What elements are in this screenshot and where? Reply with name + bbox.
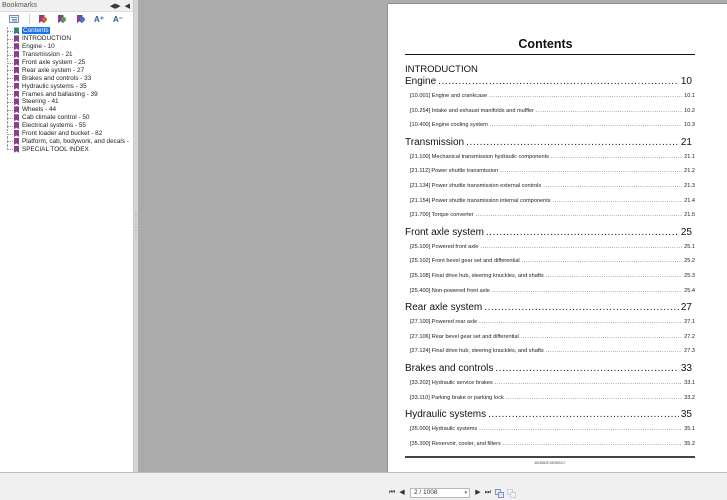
bookmark-item[interactable]: Wheels - 44 [0, 106, 133, 114]
bookmark-item[interactable]: Front loader and bucket - 82 [0, 130, 133, 138]
bookmarks-panel [0, 0, 134, 484]
bookmark-icon [14, 51, 19, 58]
last-page-button[interactable]: ⏭ [484, 489, 492, 496]
toc-entry[interactable]: [21.112] Power shuttle transmission ..... 21.2 [405, 168, 695, 183]
document-viewer[interactable] [138, 0, 727, 472]
font-increase-icon[interactable]: A⁺ [94, 14, 104, 24]
toc-entry[interactable]: [25.108] Final drive hub, steering knuckles, and shafts ..... 25.3 [405, 273, 695, 288]
chevron-down-icon[interactable]: ▾ [464, 490, 467, 496]
toc-entry[interactable]: [25.102] Front bevel gear set and differential ..... 25.2 [405, 258, 695, 273]
toc-entry[interactable]: [33.110] Parking brake or parking lock ..... 33.2 [405, 395, 695, 410]
next-page-button[interactable]: ▶ [475, 489, 481, 496]
bookmark-icon [14, 43, 19, 50]
bookmark-item[interactable]: Electrical systems - 55 [0, 122, 133, 130]
splitter-grip-icon[interactable] [135, 212, 137, 236]
bookmark-icon [14, 138, 19, 145]
toc-section[interactable]: Brakes and controls ..... 33 [405, 363, 695, 380]
toc-entry[interactable]: [10.254] Intake and exhaust manifolds and muffler ..... 10.2 [405, 108, 695, 123]
bookmark-tree [0, 27, 133, 468]
title-divider [405, 54, 695, 55]
toc-entry[interactable]: [25.100] Powered front axle ..... 25.1 [405, 244, 695, 259]
pin-panel-icon[interactable]: ◀▶ [109, 2, 121, 10]
bookmark-item[interactable]: Transmission - 21 [0, 51, 133, 59]
previous-view-icon[interactable] [495, 489, 505, 498]
font-decrease-icon[interactable]: A⁻ [113, 14, 123, 24]
bookmark-icon [14, 75, 19, 82]
bookmark-icon [14, 83, 19, 90]
bookmark-item[interactable]: Front axle system - 25 [0, 59, 133, 67]
toc-entry[interactable]: [27.100] Powered rear axle ..... 27.1 [405, 319, 695, 334]
bookmark-item[interactable]: SPECIAL TOOL INDEX [0, 145, 133, 153]
bookmark-icon [14, 146, 19, 153]
bookmark-item[interactable]: Cab climate control - 50 [0, 114, 133, 122]
toolbar-divider [29, 14, 30, 24]
toc-entry[interactable]: [21.134] Power shuttle transmission external controls ..... 21.3 [405, 183, 695, 198]
toc-entry[interactable]: [35.000] Hydraulic systems ..... 35.1 [405, 426, 695, 441]
bookmarks-toolbar [0, 12, 133, 26]
bookmark-icon [14, 67, 19, 74]
toc-section[interactable]: Rear axle system ..... 27 [405, 302, 695, 319]
page-footer: 48185549 28/09/2017 [534, 461, 566, 465]
bookmark-icon [14, 59, 19, 66]
bookmark-icon [14, 27, 19, 34]
bookmark-item[interactable]: Frames and ballasting - 39 [0, 90, 133, 98]
document-page [388, 4, 727, 472]
bookmark-item[interactable]: Rear axle system - 27 [0, 66, 133, 74]
bookmark-delete-icon[interactable] [34, 13, 50, 25]
bookmark-search-icon[interactable] [72, 13, 88, 25]
bookmark-item[interactable]: Brakes and controls - 33 [0, 74, 133, 82]
bookmark-add-icon[interactable] [53, 13, 69, 25]
toc-entry[interactable]: [35.300] Reservoir, cooler, and filters ..... 35.2 [405, 441, 695, 456]
toc-entry[interactable]: [10.400] Engine cooling system ..... 10.3 [405, 122, 695, 137]
bookmark-item[interactable]: Hydraulic systems - 35 [0, 82, 133, 90]
footer-divider [405, 456, 695, 458]
first-page-button[interactable]: ⏮ [388, 489, 396, 496]
toc-entry[interactable]: [33.202] Hydraulic service brakes ..... 33.1 [405, 380, 695, 395]
toc-entry[interactable]: [27.124] Final drive hub, steering knuckles, and shafts ..... 27.3 [405, 348, 695, 363]
toc-section[interactable]: Engine ..... 10 [405, 76, 695, 93]
toc-entry[interactable]: [27.106] Rear bevel gear set and differential ..... 27.2 [405, 334, 695, 349]
toc-section[interactable]: Hydraulic systems ..... 35 [405, 409, 695, 426]
bookmark-icon [14, 122, 19, 129]
bookmark-item[interactable]: Steering - 41 [0, 98, 133, 106]
bookmark-icon [14, 98, 19, 105]
toc-entry[interactable]: [21.100] Mechanical transmission hydraulic components ..... 21.1 [405, 154, 695, 169]
page-number-value: 2 / 1008 [414, 489, 438, 496]
page-title: Contents [518, 37, 573, 51]
bookmark-item[interactable]: Engine - 10 [0, 43, 133, 51]
toc-entry[interactable]: [10.001] Engine and crankcase ..... 10.1 [405, 93, 695, 108]
previous-page-button[interactable]: ◀ [399, 489, 405, 496]
bookmark-icon [14, 91, 19, 98]
bookmark-item[interactable]: Contents [0, 27, 133, 35]
next-view-icon[interactable] [507, 489, 517, 498]
table-of-contents [405, 76, 695, 455]
bookmark-icon [14, 114, 19, 121]
bookmark-icon [14, 106, 19, 113]
collapse-panel-icon[interactable]: ◀ [124, 2, 130, 10]
toc-section[interactable]: Transmission ..... 21 [405, 137, 695, 154]
toc-introduction[interactable]: INTRODUCTION [405, 64, 478, 75]
toc-entry[interactable]: [21.154] Power shuttle transmission internal components ..... 21.4 [405, 198, 695, 213]
bookmarks-panel-title: Bookmarks [2, 2, 38, 9]
expand-all-icon[interactable] [6, 13, 22, 25]
toc-section[interactable]: Front axle system ..... 25 [405, 227, 695, 244]
toc-entry[interactable]: [25.400] Non-powered front axle ..... 25.4 [405, 288, 695, 303]
bookmarks-panel-header [0, 0, 133, 12]
page-number-input[interactable] [410, 488, 470, 498]
bookmark-icon [14, 130, 19, 137]
page-navigation-bar [0, 473, 727, 500]
bookmark-item[interactable]: Platform, cab, bodywork, and decals - [0, 137, 133, 145]
toc-entry[interactable]: [21.700] Torque converter ..... 21.5 [405, 212, 695, 227]
bookmark-item[interactable]: INTRODUCTION [0, 35, 133, 43]
bookmark-icon [14, 35, 19, 42]
